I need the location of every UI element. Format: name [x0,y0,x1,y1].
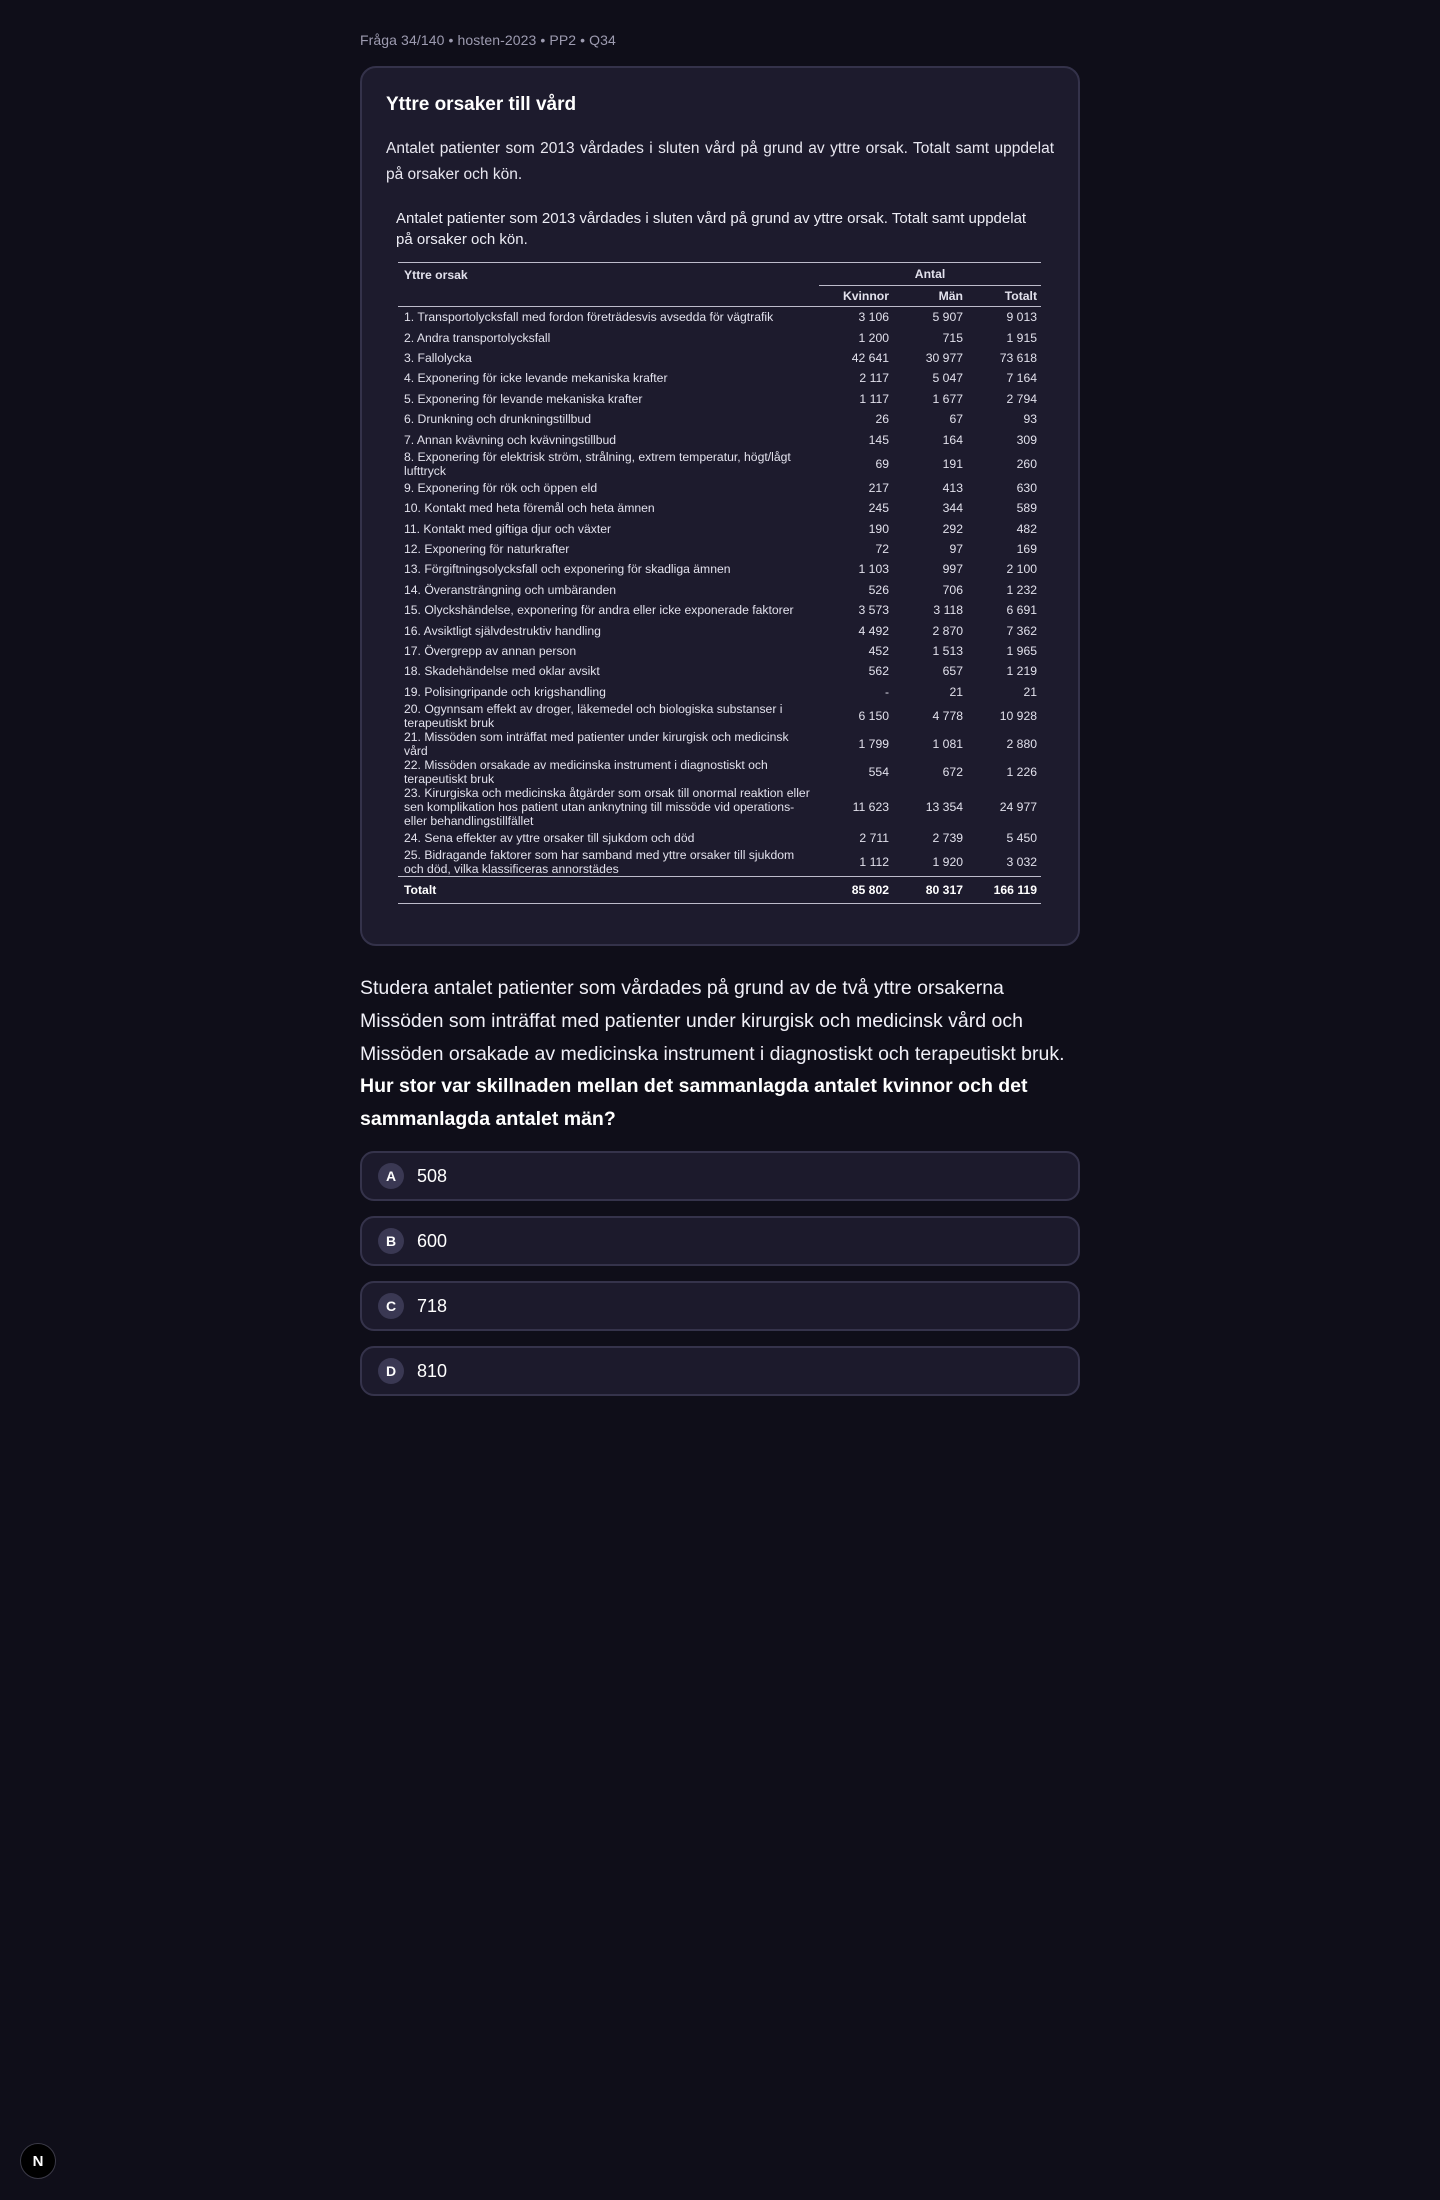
cell-women: 145 [868,432,889,447]
table-row [398,786,1041,828]
question-text [360,972,1080,1135]
cell-men: 1 920 [932,855,963,870]
cell-women: 4 492 [858,623,889,638]
cell-women: 6 150 [858,709,889,724]
cell-women: 69 [875,456,889,471]
table-row [398,409,1041,429]
cell-total: 1 232 [1006,582,1037,597]
table-row [398,348,1041,368]
cell-cause: 14. Överansträngning och umbäranden [404,582,617,597]
cell-cause: 13. Förgiftningsolycksfall och exponering för skadliga ämnen [404,562,731,577]
cell-men: 344 [942,501,963,516]
table-row [398,828,1041,848]
cell-total: 2 880 [1006,737,1037,752]
cell-total: 7 164 [1006,371,1037,386]
cell-total: 9 013 [1006,310,1037,325]
cell-cause: 10. Kontakt med heta föremål och heta ämnen [404,501,655,516]
cell-women: 217 [868,480,889,495]
cell-women: 3 106 [858,310,889,325]
option-letter-badge: C [378,1293,404,1319]
total-label: Totalt [398,877,819,904]
table-row [398,682,1041,702]
header-group: Antal [819,263,1041,286]
cell-men: 191 [942,456,963,471]
table-row [398,559,1041,579]
cell-women: 1 103 [858,562,889,577]
cell-men: 672 [942,765,963,780]
table-row [398,600,1041,620]
card-title: Yttre orsaker till vård [386,94,577,115]
cell-total: 5 450 [1006,831,1037,846]
header-men: Män [893,286,967,307]
cell-women: 2 117 [859,371,889,386]
cell-men: 5 047 [932,371,963,386]
option-text: 508 [417,1165,448,1186]
cell-men: 413 [942,480,963,495]
cell-cause: 21. Missöden som inträffat med patienter under kirurgisk och medicinsk vård [404,730,789,759]
cell-cause: 24. Sena effekter av yttre orsaker till sjukdom och död [404,831,695,846]
total-men: 80 317 [893,877,967,904]
cell-women: 190 [868,521,889,536]
cell-men: 657 [942,664,963,679]
option-text: 600 [417,1230,448,1251]
option-letter-badge: D [378,1358,404,1384]
table-row [398,620,1041,640]
cell-cause: 17. Övergrepp av annan person [404,644,577,659]
table-row [398,580,1041,600]
cell-total: 1 965 [1006,644,1037,659]
cell-cause: 2. Andra transportolycksfall [404,330,551,345]
option-letter-badge: A [378,1163,404,1189]
table-caption: Antalet patienter som 2013 vårdades i sluten vård på grund av yttre orsak. Totalt samt uppdelat på orsaker och kön. [396,210,1027,248]
cell-cause: 19. Polisingripande och krigshandling [404,684,606,699]
cell-men: 1 677 [932,391,963,406]
cell-cause: 7. Annan kvävning och kvävningstillbud [404,432,617,447]
cell-men: 2 739 [932,831,963,846]
cell-women: 554 [868,765,889,780]
cell-total: 1 219 [1006,664,1037,679]
cell-men: 1 081 [932,737,963,752]
cell-women: 245 [868,501,889,516]
answer-options [360,1151,1080,1396]
table-row [398,327,1041,347]
cell-men: 5 907 [932,310,963,325]
cell-total: 93 [1023,412,1037,427]
cell-men: 2 870 [932,623,963,638]
cell-total: 2 100 [1006,562,1037,577]
table-row [398,498,1041,518]
main-content [360,0,1080,1411]
option-c[interactable] [360,1281,1080,1331]
cell-women: 72 [875,542,889,557]
table-row [398,478,1041,498]
cell-women: 42 641 [851,350,889,365]
cell-total: 21 [1023,684,1037,699]
card-intro: Antalet patienter som 2013 vårdades i sluten vård på grund av yttre orsak. Totalt samt uppdelat på orsaker och kön. [386,140,1054,183]
cell-total: 3 032 [1006,855,1037,870]
header-women: Kvinnor [819,286,893,307]
cell-total: 589 [1016,501,1037,516]
cell-total: 482 [1016,521,1037,536]
table-body [398,307,1041,877]
question-bold: Hur stor var skillnaden mellan det sammanlagda antalet kvinnor och det sammanlagda antalet män? [360,1075,1028,1130]
data-table [398,262,1041,904]
cell-cause: 18. Skadehändelse med oklar avsikt [404,664,600,679]
cell-men: 13 354 [925,800,963,815]
cell-men: 21 [949,684,963,699]
table-row [398,307,1041,328]
cell-men: 997 [942,562,963,577]
cell-men: 715 [942,330,963,345]
stimulus-card [360,66,1080,946]
breadcrumb: Fråga 34/140 • hosten-2023 • PP2 • Q34 [360,32,616,48]
cell-women: 452 [868,644,889,659]
cell-cause: 9. Exponering för rök och öppen eld [404,480,598,495]
cell-men: 4 778 [932,709,963,724]
cell-cause: 20. Ogynnsam effekt av droger, läkemedel och biologiska substanser i terapeutiskt bruk [404,702,783,731]
table-total-row [398,877,1041,904]
table-row [398,730,1041,758]
cell-cause: 12. Exponering för naturkrafter [404,542,570,557]
cell-cause: 23. Kirurgiska och medicinska åtgärder som orsak till onormal reaktion eller sen komplikation hos patient utan anknytning till missöde vid operations- eller behandlingstillfället [404,786,810,829]
cell-men: 292 [942,521,963,536]
table-row [398,702,1041,730]
header-total: Totalt [967,286,1041,307]
cell-women: 1 112 [859,855,889,870]
cell-total: 630 [1016,480,1037,495]
table-row [398,661,1041,681]
cell-women: 1 200 [858,330,889,345]
table-row [398,848,1041,877]
table-row [398,641,1041,661]
cell-women: 3 573 [858,603,889,618]
app-logo[interactable]: N [20,2143,56,2179]
cell-men: 67 [949,412,963,427]
table-figure [396,208,1044,904]
cell-cause: 22. Missöden orsakade av medicinska instrument i diagnostiskt och terapeutiskt bruk [404,758,768,787]
cell-total: 169 [1016,542,1037,557]
cell-men: 30 977 [925,350,963,365]
cell-cause: 25. Bidragande faktorer som har samband med yttre orsaker till sjukdom och död, vilka klassificeras annorstädes [404,848,795,877]
cell-total: 10 928 [999,709,1037,724]
option-letter-badge: B [378,1228,404,1254]
total-women: 85 802 [819,877,893,904]
option-text: 810 [417,1360,448,1381]
cell-men: 164 [942,432,963,447]
cell-women: 26 [875,412,889,427]
cell-total: 6 691 [1006,603,1037,618]
cell-women: 526 [868,582,889,597]
cell-total: 309 [1016,432,1037,447]
cell-women: 562 [868,664,889,679]
cell-women: 2 711 [859,831,889,846]
cell-total: 73 618 [999,350,1037,365]
option-a[interactable] [360,1151,1080,1201]
cell-cause: 11. Kontakt med giftiga djur och växter [404,521,612,536]
cell-women: 1 799 [858,737,889,752]
cell-women: 1 117 [859,391,889,406]
table-row [398,389,1041,409]
cell-total: 7 362 [1006,623,1037,638]
cell-men: 706 [942,582,963,597]
table-row [398,429,1041,449]
header-cause: Yttre orsak [398,263,819,307]
cell-total: 260 [1016,456,1037,471]
cell-men: 1 513 [932,644,963,659]
table-row [398,539,1041,559]
cell-cause: 16. Avsiktligt självdestruktiv handling [404,623,601,638]
cell-total: 24 977 [999,800,1037,815]
cell-total: 1 915 [1006,330,1037,345]
option-b[interactable] [360,1216,1080,1266]
table-row [398,450,1041,478]
table-row [398,758,1041,786]
cell-women: 11 623 [852,800,889,815]
cell-men: 3 118 [933,603,963,618]
total-total: 166 119 [967,877,1041,904]
cell-cause: 6. Drunkning och drunkningstillbud [404,412,591,427]
cell-cause: 15. Olyckshändelse, exponering för andra eller icke exponerade faktorer [404,603,794,618]
table-row [398,519,1041,539]
cell-cause: 4. Exponering för icke levande mekaniska krafter [404,371,668,386]
cell-total: 2 794 [1006,391,1037,406]
question-body: Studera antalet patienter som vårdades på grund av de två yttre orsakerna Missöden som inträffat med patienter under kirurgisk och medicinsk vård och Missöden orsakade av medicinska instrument i diagnostiskt och terapeutiskt bruk. [360,977,1065,1065]
cell-cause: 3. Fallolycka [404,350,472,365]
option-d[interactable] [360,1346,1080,1396]
cell-cause: 1. Transportolycksfall med fordon företrädesvis avsedda för vägtrafik [404,310,774,325]
cell-cause: 5. Exponering för levande mekaniska krafter [404,391,643,406]
cell-women: - [884,684,889,699]
cell-cause: 8. Exponering för elektrisk ström, strålning, extrem temperatur, högt/lågt lufttryck [404,449,791,478]
option-text: 718 [417,1295,448,1316]
table-row [398,368,1041,388]
cell-total: 1 226 [1006,765,1037,780]
cell-men: 97 [949,542,963,557]
